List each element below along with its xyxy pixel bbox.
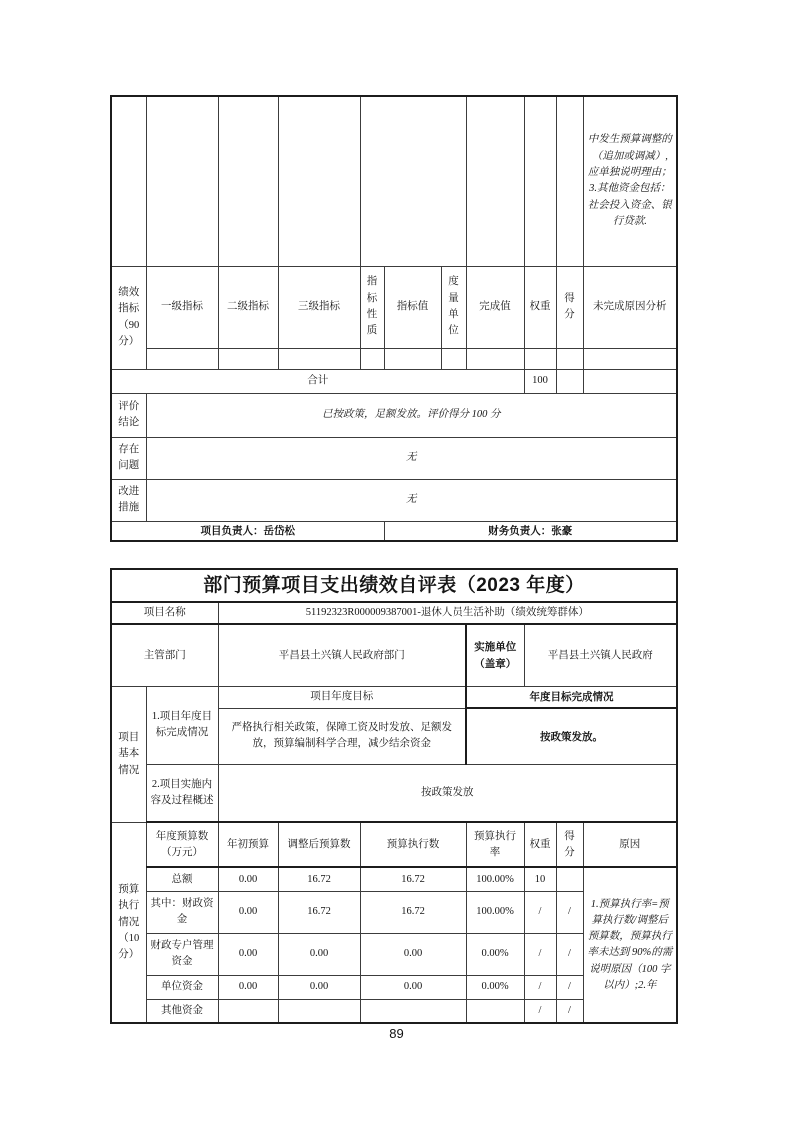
page-number: 89 [389, 1026, 404, 1041]
empty-cell [556, 96, 583, 266]
header-level3-indicator: 三级指标 [278, 266, 360, 348]
implementing-unit-label: 实施单位（盖章） [466, 624, 524, 686]
rate-value [466, 999, 524, 1023]
annual-goal-header: 项目年度目标 [218, 686, 466, 708]
header-score: 得分 [556, 266, 583, 348]
budget-section-label: 预算执行情况（10分） [111, 822, 146, 1023]
goal-completion-value: 按政策发放。 [466, 708, 677, 764]
table-title-row [111, 569, 677, 602]
weight-value: / [524, 933, 556, 975]
empty-cell [524, 348, 556, 369]
score-value: / [556, 999, 583, 1023]
goal-completion-label: 1.项目年度目标完成情况 [146, 686, 218, 764]
empty-cell [146, 96, 218, 266]
empty-cell [466, 96, 524, 266]
header-executed-amount: 预算执行数 [360, 822, 466, 867]
budget-header-row [111, 822, 677, 867]
weight-value: / [524, 975, 556, 999]
empty-cell [278, 96, 360, 266]
header-incomplete-analysis: 未完成原因分析 [583, 266, 677, 348]
self-eval-table-2023 [110, 568, 678, 1024]
empty-cell [111, 96, 146, 266]
problems-value: 无 [146, 437, 677, 479]
indicator-section-label: 绩效指标（90分） [111, 266, 146, 369]
header-indicator-value: 指标值 [384, 266, 441, 348]
adjusted-value [278, 999, 360, 1023]
conclusion-label: 评价结论 [111, 393, 146, 437]
adjusted-value: 16.72 [278, 867, 360, 891]
table-title: 部门预算项目支出绩效自评表（2023 年度） [111, 569, 677, 602]
empty-cell [360, 348, 384, 369]
empty-cell [146, 348, 218, 369]
empty-cell [524, 96, 556, 266]
row-name: 总额 [146, 867, 218, 891]
executed-value: 16.72 [360, 891, 466, 933]
indicator-empty-row [111, 348, 677, 369]
header-score: 得分 [556, 822, 583, 867]
executed-value: 0.00 [360, 975, 466, 999]
problems-row [111, 437, 677, 479]
weight-value: 10 [524, 867, 556, 891]
header-adjusted-budget: 调整后预算数 [278, 822, 360, 867]
annual-goal-value: 严格执行相关政策，保障工资及时发放、足额发放，预算编制科学合理，减少结余资金 [218, 708, 466, 764]
score-value: / [556, 933, 583, 975]
improvements-label: 改进措施 [111, 479, 146, 521]
initial-value [218, 999, 278, 1023]
conclusion-row [111, 393, 677, 437]
reason-note: 1.预算执行率=预算执行数/调整后预算数，预算执行率未达到 90%的需说明原因（100 字以内）;2.年 [583, 867, 677, 1023]
row-name: 财政专户管理资金 [146, 933, 218, 975]
header-weight: 权重 [524, 266, 556, 348]
supervising-dept-value: 平昌县土兴镇人民政府部门 [218, 624, 466, 686]
total-row [111, 369, 677, 393]
rate-value: 100.00% [466, 867, 524, 891]
row-name: 其他资金 [146, 999, 218, 1023]
executed-value: 16.72 [360, 867, 466, 891]
self-eval-table-continuation [110, 95, 678, 542]
initial-value: 0.00 [218, 891, 278, 933]
total-score [556, 369, 583, 393]
initial-value: 0.00 [218, 867, 278, 891]
project-name-label: 项目名称 [111, 602, 218, 624]
score-value: / [556, 975, 583, 999]
implementing-unit-value: 平昌县土兴镇人民政府 [524, 624, 677, 686]
adjusted-value: 0.00 [278, 933, 360, 975]
total-label: 合计 [111, 369, 524, 393]
carryover-row [111, 96, 677, 266]
reason-note-continuation: 中发生预算调整的（追加或调减）,应单独说明理由；3.其他资金包括：社会投入资金、银行贷款. [583, 96, 677, 266]
empty-cell [218, 348, 278, 369]
empty-cell [278, 348, 360, 369]
header-execution-rate: 预算执行率 [466, 822, 524, 867]
row-name: 其中：财政资金 [146, 891, 218, 933]
rate-value: 100.00% [466, 891, 524, 933]
header-measure-unit: 度量单位 [441, 266, 466, 348]
department-row [111, 624, 677, 686]
signatures-row [111, 521, 677, 541]
header-reason: 原因 [583, 822, 677, 867]
empty-cell [218, 96, 278, 266]
row-name: 单位资金 [146, 975, 218, 999]
empty-cell [583, 348, 677, 369]
header-level1-indicator: 一级指标 [146, 266, 218, 348]
empty-cell [466, 348, 524, 369]
supervising-dept-label: 主管部门 [111, 624, 218, 686]
indicator-header-row [111, 266, 677, 348]
conclusion-value: 已按政策，足额发放。评价得分 100 分 [146, 393, 677, 437]
adjusted-value: 16.72 [278, 891, 360, 933]
project-name-row [111, 602, 677, 624]
header-completion-value: 完成值 [466, 266, 524, 348]
rate-value: 0.00% [466, 975, 524, 999]
improvements-value: 无 [146, 479, 677, 521]
improvements-row [111, 479, 677, 521]
initial-value: 0.00 [218, 975, 278, 999]
empty-cell [441, 348, 466, 369]
project-name-value: 51192323R000009387001-退休人员生活补助（绩效统筹群体） [218, 602, 677, 624]
score-value [556, 867, 583, 891]
header-initial-budget: 年初预算 [218, 822, 278, 867]
header-weight: 权重 [524, 822, 556, 867]
header-indicator-nature: 指标性质 [360, 266, 384, 348]
total-analysis [583, 369, 677, 393]
goal-completion-header: 年度目标完成情况 [466, 686, 677, 708]
header-level2-indicator: 二级指标 [218, 266, 278, 348]
executed-value: 0.00 [360, 933, 466, 975]
implementation-value: 按政策发放 [218, 764, 677, 822]
score-value: / [556, 891, 583, 933]
project-lead-signature: 项目负责人：岳岱松 [111, 521, 384, 541]
empty-cell [384, 348, 441, 369]
problems-label: 存在问题 [111, 437, 146, 479]
implementation-label: 2.项目实施内容及过程概述 [146, 764, 218, 822]
adjusted-value: 0.00 [278, 975, 360, 999]
executed-value [360, 999, 466, 1023]
budget-row-total [111, 867, 677, 891]
basic-info-section-label: 项目基本情况 [111, 686, 146, 822]
initial-value: 0.00 [218, 933, 278, 975]
total-weight: 100 [524, 369, 556, 393]
header-annual-budget: 年度预算数（万元） [146, 822, 218, 867]
weight-value: / [524, 891, 556, 933]
rate-value: 0.00% [466, 933, 524, 975]
finance-lead-signature: 财务负责人：张豪 [384, 521, 677, 541]
empty-cell [556, 348, 583, 369]
implementation-overview-row [111, 764, 677, 822]
annual-goal-header-row [111, 686, 677, 708]
empty-cell [360, 96, 466, 266]
weight-value: / [524, 999, 556, 1023]
